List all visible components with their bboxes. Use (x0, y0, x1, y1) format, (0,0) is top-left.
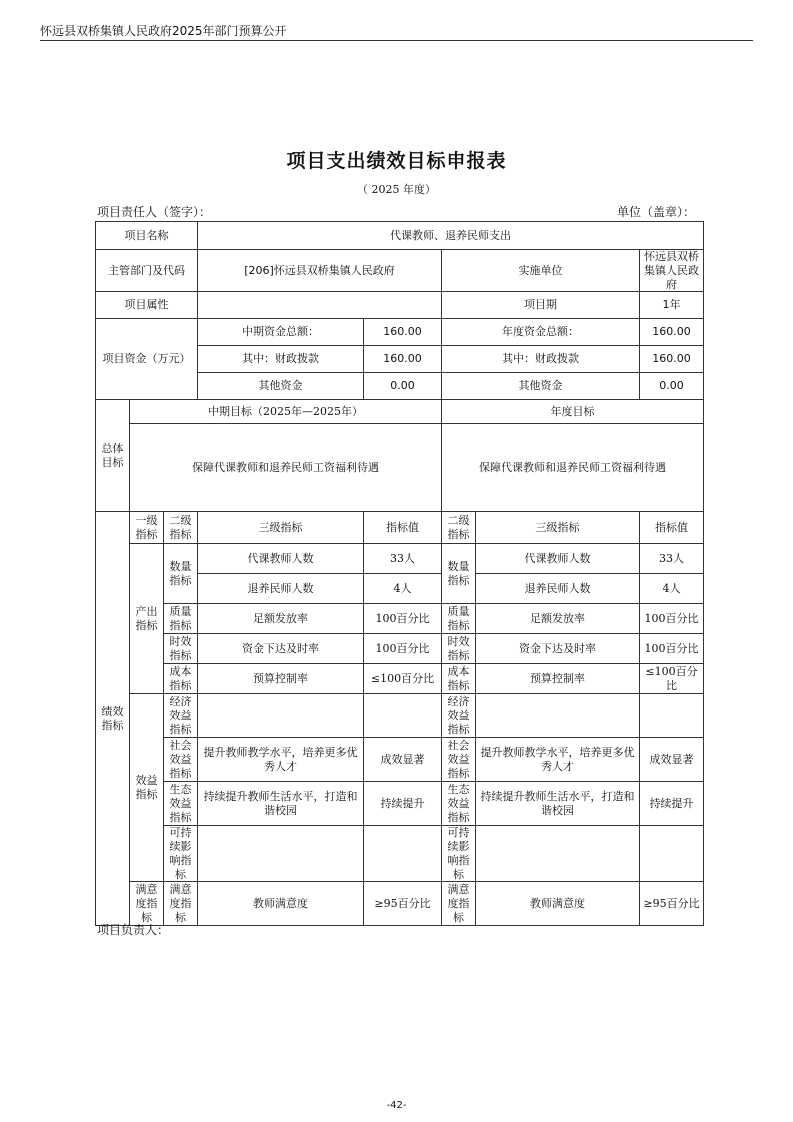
satisfaction-lvl1-label: 满意度指标 (130, 882, 164, 926)
year-other-value: 0.00 (640, 373, 704, 400)
social-name-right: 提升教师教学水平，培养更多优秀人才 (476, 738, 640, 782)
q2-value: 4人 (364, 574, 442, 604)
funds-label: 项目资金（万元） (96, 319, 198, 400)
sustain-name-right (476, 826, 640, 882)
eco-value: 持续提升 (364, 782, 442, 826)
eco-name: 持续提升教师生活水平，打造和谐校园 (198, 782, 364, 826)
impl-value: 怀远县双桥集镇人民政府 (640, 250, 704, 292)
q1-value: 33人 (364, 544, 442, 574)
econ-name-right (476, 694, 640, 738)
quality-name: 足额发放率 (198, 604, 364, 634)
timely-label: 时效指标 (164, 634, 198, 664)
footer-responsible-label: 项目负责人： (97, 923, 170, 937)
satisfaction-value: ≥95百分比 (364, 882, 442, 926)
satisfaction-lvl2-label-right: 满意度指标 (442, 882, 476, 926)
dept-label: 主管部门及代码 (96, 250, 198, 292)
output-indicators-label: 产出指标 (130, 544, 164, 694)
row-sustain (96, 826, 704, 882)
cost-name-right: 预算控制率 (476, 664, 640, 694)
quantity-label-right: 数量指标 (442, 544, 476, 604)
period-label: 项目期 (442, 292, 640, 319)
row-dept (96, 250, 704, 292)
row-social (96, 738, 704, 782)
row-goals (96, 424, 704, 512)
quality-label: 质量指标 (164, 604, 198, 634)
document-header: 怀远县双桥集镇人民政府2025年部门预算公开 (40, 24, 287, 38)
social-value-right: 成效显著 (640, 738, 704, 782)
perf-indicators-label: 绩效指标 (96, 512, 130, 926)
mid-other-value: 0.00 (364, 373, 442, 400)
mid-goal-text: 保障代课教师和退养民师工资福利待遇 (130, 424, 442, 512)
mid-total-value: 160.00 (364, 319, 442, 346)
sustain-label: 可持续影响指标 (164, 826, 198, 882)
cost-label-right: 成本指标 (442, 664, 476, 694)
benefit-indicators-label: 效益指标 (130, 694, 164, 882)
year-goal-header: 年度目标 (442, 400, 704, 424)
econ-label: 经济效益指标 (164, 694, 198, 738)
impl-label: 实施单位 (442, 250, 640, 292)
row-project-name (96, 222, 704, 250)
cost-value-right: ≤100百分比 (640, 664, 704, 694)
row-funds-total (96, 319, 704, 346)
period-value: 1年 (640, 292, 704, 319)
quantity-label: 数量指标 (164, 544, 198, 604)
lvl3-header-right: 三级指标 (476, 512, 640, 544)
satisfaction-name: 教师满意度 (198, 882, 364, 926)
project-name-value: 代课教师、退养民师支出 (198, 222, 704, 250)
timely-value: 100百分比 (364, 634, 442, 664)
cost-name: 预算控制率 (198, 664, 364, 694)
mid-goal-header: 中期目标（2025年—2025年） (130, 400, 442, 424)
satisfaction-value-right: ≥95百分比 (640, 882, 704, 926)
mid-fiscal-label: 其中：财政拨款 (198, 346, 364, 373)
dept-value: [206]怀远县双桥集镇人民政府 (198, 250, 442, 292)
cost-label: 成本指标 (164, 664, 198, 694)
econ-value (364, 694, 442, 738)
row-goal-headers (96, 400, 704, 424)
performance-table (95, 221, 704, 926)
lvl3-header: 三级指标 (198, 512, 364, 544)
page-title: 项目支出绩效目标申报表 (286, 150, 507, 172)
timely-name: 资金下达及时率 (198, 634, 364, 664)
social-name: 提升教师教学水平，培养更多优秀人才 (198, 738, 364, 782)
quality-label-right: 质量指标 (442, 604, 476, 634)
timely-name-right: 资金下达及时率 (476, 634, 640, 664)
timely-value-right: 100百分比 (640, 634, 704, 664)
row-satisfaction (96, 882, 704, 926)
responsible-label: 项目责任人（签字）： (97, 205, 212, 219)
sustain-value-right (640, 826, 704, 882)
sustain-name (198, 826, 364, 882)
satisfaction-name-right: 教师满意度 (476, 882, 640, 926)
mid-total-label: 中期资金总额： (198, 319, 364, 346)
social-label-right: 社会效益指标 (442, 738, 476, 782)
q2-name: 退养民师人数 (198, 574, 364, 604)
year-total-value: 160.00 (640, 319, 704, 346)
econ-value-right (640, 694, 704, 738)
sustain-value (364, 826, 442, 882)
lvl1-header: 一级指标 (130, 512, 164, 544)
year-fiscal-value: 160.00 (640, 346, 704, 373)
q1-name-right: 代课教师人数 (476, 544, 640, 574)
eco-value-right: 持续提升 (640, 782, 704, 826)
overall-goal-label: 总体目标 (96, 400, 130, 512)
eco-label: 生态效益指标 (164, 782, 198, 826)
year-total-label: 年度资金总额： (442, 319, 640, 346)
timely-label-right: 时效指标 (442, 634, 476, 664)
attr-value (198, 292, 442, 319)
q2-value-right: 4人 (640, 574, 704, 604)
row-quality (96, 604, 704, 634)
year-line: （ 2025 年度） (357, 183, 436, 196)
row-attr (96, 292, 704, 319)
q1-name: 代课教师人数 (198, 544, 364, 574)
mid-other-label: 其他资金 (198, 373, 364, 400)
q2-name-right: 退养民师人数 (476, 574, 640, 604)
unit-label: 单位（盖章）： (616, 205, 695, 219)
cost-value: ≤100百分比 (364, 664, 442, 694)
page-number: -42- (386, 1100, 407, 1111)
eco-label-right: 生态效益指标 (442, 782, 476, 826)
quality-value: 100百分比 (364, 604, 442, 634)
year-other-label: 其他资金 (442, 373, 640, 400)
quality-name-right: 足额发放率 (476, 604, 640, 634)
row-cost (96, 664, 704, 694)
social-label: 社会效益指标 (164, 738, 198, 782)
lvl2-header-right: 二级指标 (442, 512, 476, 544)
project-name-label: 项目名称 (96, 222, 198, 250)
value-header: 指标值 (364, 512, 442, 544)
row-eco (96, 782, 704, 826)
mid-fiscal-value: 160.00 (364, 346, 442, 373)
attr-label: 项目属性 (96, 292, 198, 319)
row-quantity-1 (96, 544, 704, 574)
row-indicator-headers (96, 512, 704, 544)
sustain-label-right: 可持续影响指标 (442, 826, 476, 882)
year-goal-text: 保障代课教师和退养民师工资福利待遇 (442, 424, 704, 512)
quality-value-right: 100百分比 (640, 604, 704, 634)
year-fiscal-label: 其中：财政拨款 (442, 346, 640, 373)
social-value: 成效显著 (364, 738, 442, 782)
q1-value-right: 33人 (640, 544, 704, 574)
row-timely (96, 634, 704, 664)
satisfaction-lvl2-label: 满意度指标 (164, 882, 198, 926)
lvl2-header: 二级指标 (164, 512, 198, 544)
row-econ (96, 694, 704, 738)
eco-name-right: 持续提升教师生活水平，打造和谐校园 (476, 782, 640, 826)
econ-label-right: 经济效益指标 (442, 694, 476, 738)
econ-name (198, 694, 364, 738)
header-divider (40, 40, 753, 41)
value-header-right: 指标值 (640, 512, 704, 544)
